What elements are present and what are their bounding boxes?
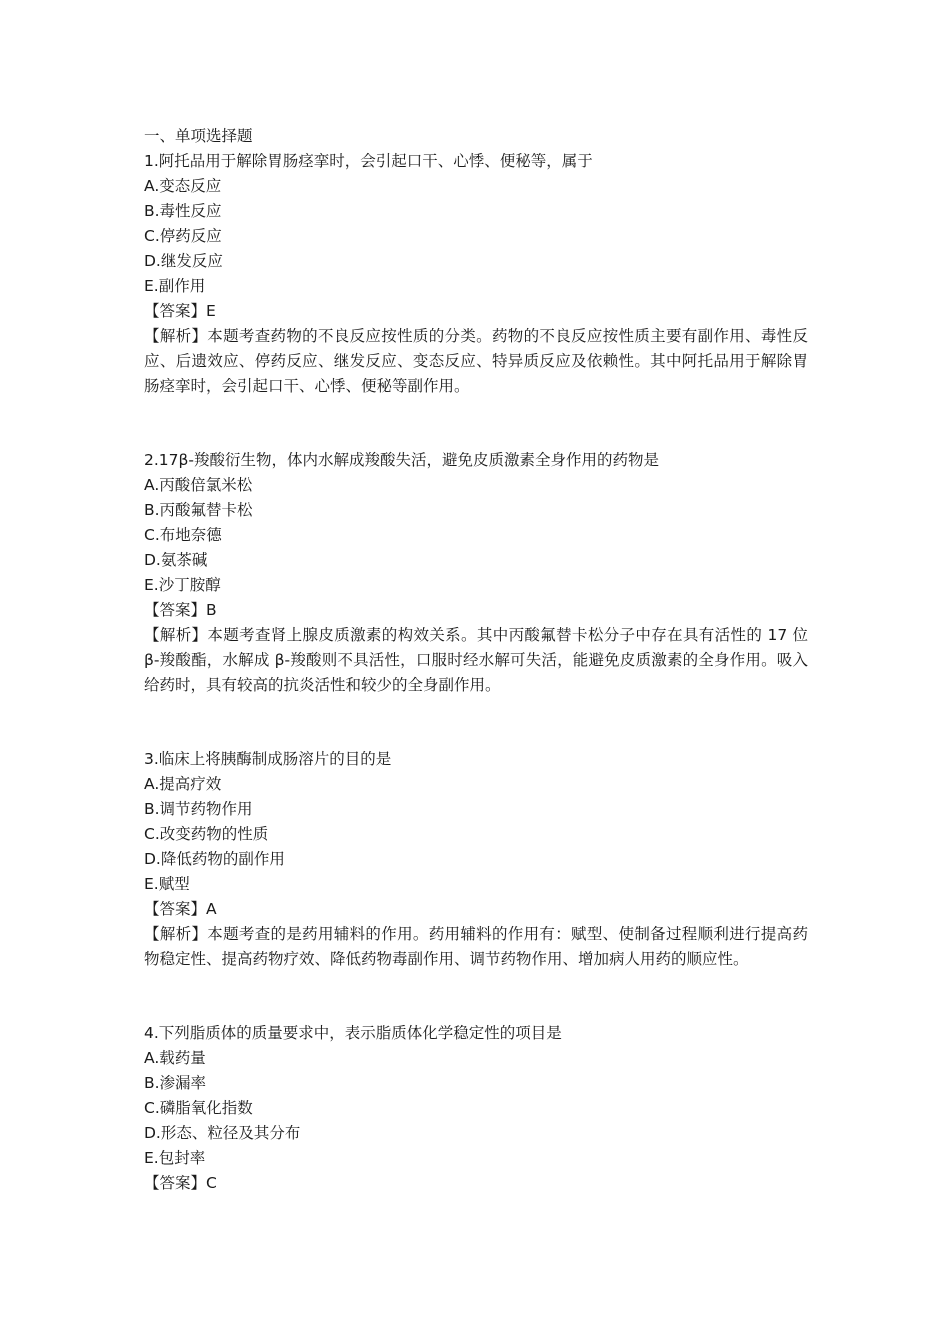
option-c: C.停药反应	[144, 227, 222, 245]
option-a: A.丙酸倍氯米松	[144, 476, 253, 494]
question-stem: 1.阿托品用于解除胃肠痉挛时，会引起口干、心悸、便秘等，属于	[144, 152, 593, 170]
answer: 【答案】E	[144, 302, 216, 320]
option-d: D.继发反应	[144, 252, 223, 270]
question-stem: 4.下列脂质体的质量要求中，表示脂质体化学稳定性的项目是	[144, 1024, 562, 1042]
answer: 【答案】B	[144, 601, 217, 619]
option-e: E.赋型	[144, 875, 190, 893]
option-c: C.改变药物的性质	[144, 825, 269, 843]
option-a: A.载药量	[144, 1049, 206, 1067]
document-page	[144, 124, 808, 1196]
question-1	[144, 149, 808, 399]
option-b: B.渗漏率	[144, 1074, 207, 1092]
analysis: 【解析】本题考查肾上腺皮质激素的构效关系。其中丙酸氟替卡松分子中存在具有活性的 17 位 β-羧酸酯，水解成 β-羧酸则不具活性，口服时经水解可失活，能避免皮质激素的全身作用。吸入给药时，具有较高的抗炎活性和较少的全身副作用。	[144, 626, 808, 694]
option-e: E.沙丁胺醇	[144, 576, 221, 594]
option-d: D.氨茶碱	[144, 551, 208, 569]
option-e: E.副作用	[144, 277, 206, 295]
option-d: D.降低药物的副作用	[144, 850, 285, 868]
option-e: E.包封率	[144, 1149, 206, 1167]
spacer	[144, 972, 808, 1021]
option-c: C.布地奈德	[144, 526, 222, 544]
answer: 【答案】C	[144, 1174, 217, 1192]
question-4	[144, 1021, 808, 1196]
analysis: 【解析】本题考查药物的不良反应按性质的分类。药物的不良反应按性质主要有副作用、毒性反应、后遗效应、停药反应、继发反应、变态反应、特异质反应及依赖性。其中阿托品用于解除胃肠痉挛时，会引起口干、心悸、便秘等副作用。	[144, 327, 808, 395]
spacer	[144, 399, 808, 448]
option-a: A.变态反应	[144, 177, 222, 195]
analysis: 【解析】本题考查的是药用辅料的作用。药用辅料的作用有：赋型、使制备过程顺利进行提高药物稳定性、提高药物疗效、降低药物毒副作用、调节药物作用、增加病人用药的顺应性。	[144, 925, 808, 968]
option-b: B.调节药物作用	[144, 800, 253, 818]
option-b: B.毒性反应	[144, 202, 222, 220]
question-2	[144, 448, 808, 698]
answer: 【答案】A	[144, 900, 217, 918]
question-stem: 3.临床上将胰酶制成肠溶片的目的是	[144, 750, 392, 768]
option-c: C.磷脂氧化指数	[144, 1099, 253, 1117]
question-3	[144, 747, 808, 972]
section-title: 一、单项选择题	[144, 127, 253, 145]
option-b: B.丙酸氟替卡松	[144, 501, 253, 519]
option-d: D.形态、粒径及其分布	[144, 1124, 301, 1142]
option-a: A.提高疗效	[144, 775, 222, 793]
question-stem: 2.17β-羧酸衍生物，体内水解成羧酸失活，避免皮质激素全身作用的药物是	[144, 451, 659, 469]
spacer	[144, 698, 808, 747]
